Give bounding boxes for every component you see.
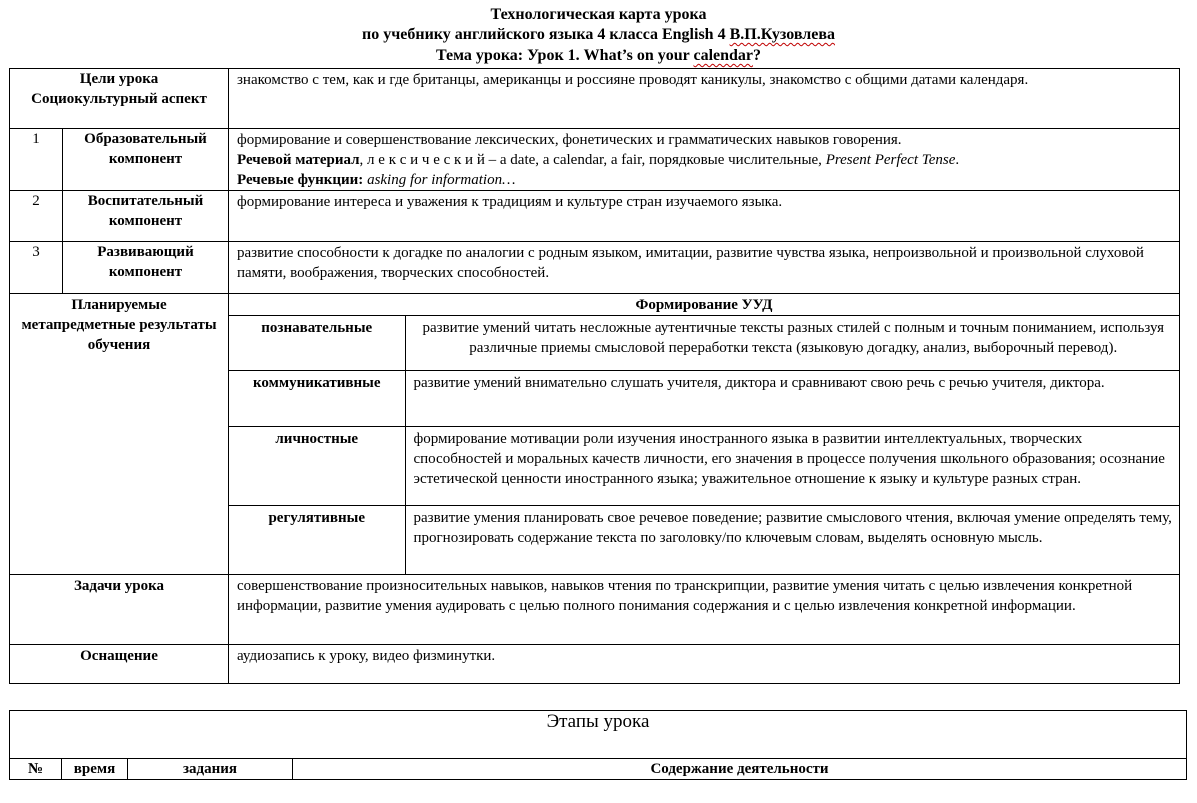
uud-text: развитие умения планировать свое речевое поведение; развитие смыслового чтения, включая умение определять тему, прогнозировать содержание текста по заголовку/по ключевым словам, выделять основную мысль. [405,506,1179,574]
uud-cell [229,294,1180,575]
equipment-label: Оснащение [10,644,229,683]
stages-header-row [10,759,1187,780]
column-activity: Содержание деятельности [293,759,1187,780]
component-name: Образовательный компонент [63,129,229,191]
uud-text: формирование мотивации роли изучения иностранного языка в развитии интеллектуальных, творческих способностей и моральных качеств личности, его значения в процессе получения школьного образования; осознание эстетической ценности иностранного языка; уважительное отношение к языку и культуре разных стран. [405,427,1179,506]
uud-row [229,427,1179,506]
component-number: 2 [10,191,63,242]
tasks-text: совершенствование произносительных навыков, навыков чтения по транскрипции, развитие умения читать с целью извлечения конкретной информации, развитие умения аудировать с целью полного понимания содержания и с целью извлечения конкретной информации. [229,574,1180,644]
component-text: развитие способности к догадке по аналогии с родным языком, имитации, развитие чувства языка, непроизвольной и произвольной слуховой памяти, воображения, творческих способностей. [229,242,1180,294]
uud-row [229,316,1179,371]
column-number: № [10,759,62,780]
uud-text: развитие умений внимательно слушать учителя, диктора и сравнивают свою речь с речью учителя, диктора. [405,371,1179,427]
uud-header: Формирование УУД [229,294,1179,316]
component-row [10,129,1180,191]
uud-table [229,294,1179,574]
lesson-topic: Тема урока: Урок 1. What’s on your calendar? [435,47,762,64]
lesson-stages-table [9,710,1187,780]
lesson-plan-table [9,68,1180,684]
column-time: время [62,759,128,780]
equipment-text: аудиозапись к уроку, видео физминутки. [229,644,1180,683]
uud-row [229,371,1179,427]
component-row [10,242,1180,294]
column-tasks: задания [128,759,293,780]
tasks-label: Задачи урока [10,574,229,644]
planned-results-label: Планируемые метапредметные результаты обучения [10,294,229,575]
goals-text: знакомство с тем, как и где британцы, американцы и россияне проводят каникулы, знакомство с общими датами календаря. [229,69,1180,129]
component-row [10,191,1180,242]
uud-type: коммуникативные [229,371,405,427]
document-title: Технологическая карта урока [490,6,707,23]
component-text: формирование интереса и уважения к традициям и культуре стран изучаемого языка. [229,191,1180,242]
component-number: 1 [10,129,63,191]
tasks-row [10,574,1180,644]
component-text: формирование и совершенствование лексических, фонетических и грамматических навыков говорения. Речевой материал, л е к с и ч е с к и й – a date, a calendar, a fair, порядковые числительные, Present Perfect Tense. Речевые функции: asking for information… [229,129,1180,191]
component-number: 3 [10,242,63,294]
goals-label: Цели урока Социокультурный аспект [10,69,229,129]
uud-row [229,506,1179,574]
uud-type: регулятивные [229,506,405,574]
document-subtitle: по учебнику английского языка 4 класса English 4 В.П.Кузовлева [362,26,835,43]
uud-text: развитие умений читать несложные аутентичные тексты разных стилей с полным и точным пониманием, используя различные приемы смысловой переработки текста (языковую догадку, анализ, выборочный перевод). [405,316,1179,371]
component-name: Воспитательный компонент [63,191,229,242]
uud-type: личностные [229,427,405,506]
uud-type: познавательные [229,316,405,371]
goals-row [10,69,1180,129]
stages-title: Этапы урока [10,711,1187,759]
planned-results-row [10,294,1180,575]
equipment-row [10,644,1180,683]
component-name: Развивающий компонент [63,242,229,294]
